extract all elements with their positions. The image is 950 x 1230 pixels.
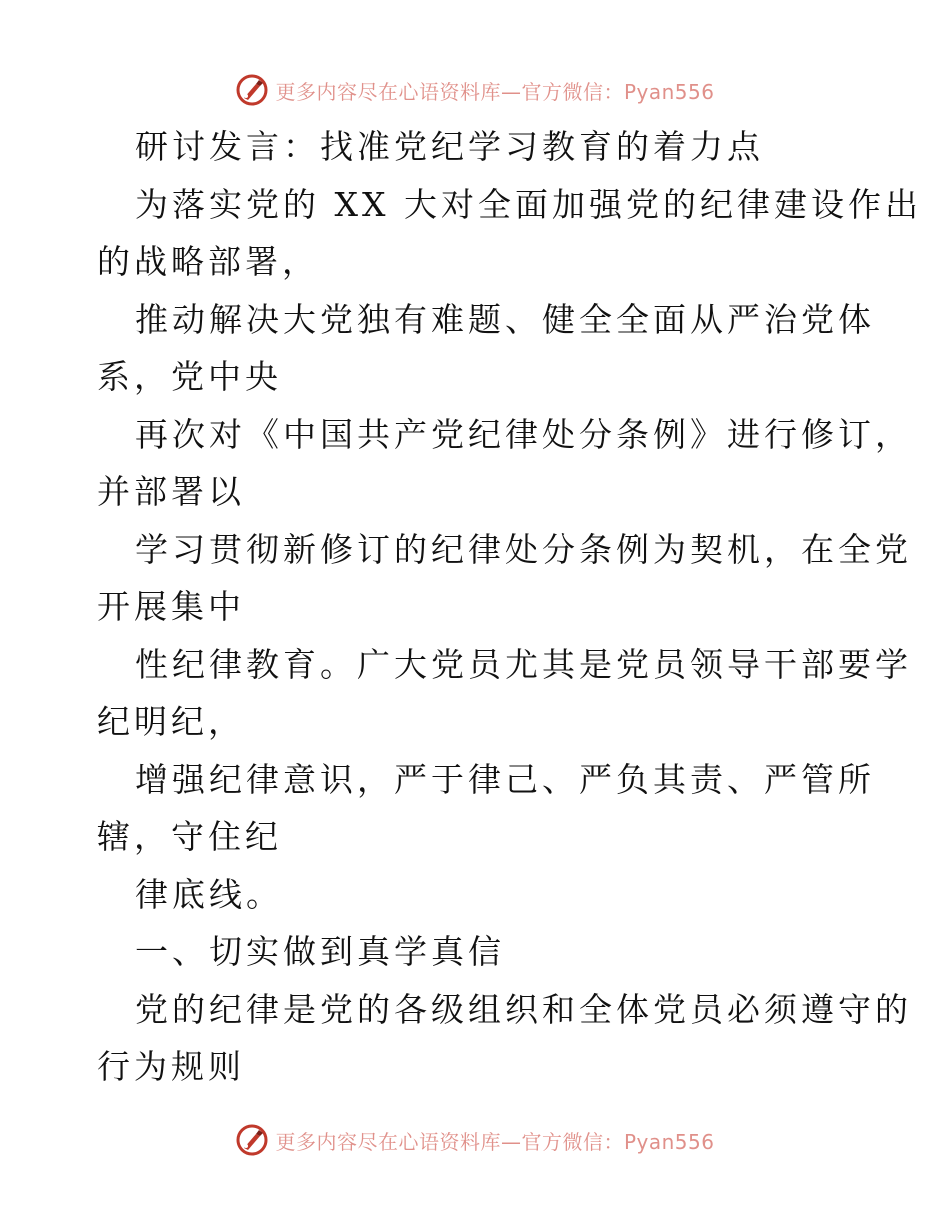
text-line: 一、切实做到真学真信 [135,932,505,971]
header-banner[interactable] [0,70,950,110]
text-line: 为落实党的 XX 大对全面加强党的纪律建设作出 [135,184,922,224]
text-line: 纪明纪， [97,702,245,741]
header-banner-text: 更多内容尽在心语资料库—官方微信：Pyan556 [275,79,715,104]
text-line: 推动解决大党独有难题、健全全面从严治党体 [135,299,875,339]
text-line: 研讨发言：找准党纪学习教育的着力点 [135,127,764,166]
text-line: 增强纪律意识，严于律己、严负其责、严管所 [135,759,875,799]
footer-banner-text: 更多内容尽在心语资料库—官方微信：Pyan556 [275,1129,715,1154]
document-body [97,118,922,1096]
text-line: 行为规则 [97,1047,245,1086]
text-line: 学习贯彻新修订的纪律处分条例为契机，在全党 [135,529,912,569]
text-line: 开展集中 [97,587,245,626]
pen-seal-icon [235,1123,269,1157]
text-line: 的战略部署， [97,242,319,281]
text-line: 性纪律教育。广大党员尤其是党员领导干部要学 [135,644,912,684]
pen-seal-icon [235,73,269,107]
text-line: 再次对《中国共产党纪律处分条例》进行修订， [135,414,912,454]
footer-banner[interactable] [0,1120,950,1160]
text-line: 辖，守住纪 [97,817,282,856]
text-line: 并部署以 [97,472,245,511]
text-line: 律底线。 [135,874,283,914]
text-line: 党的纪律是党的各级组织和全体党员必须遵守的 [135,989,912,1029]
text-line: 系，党中央 [97,357,282,396]
